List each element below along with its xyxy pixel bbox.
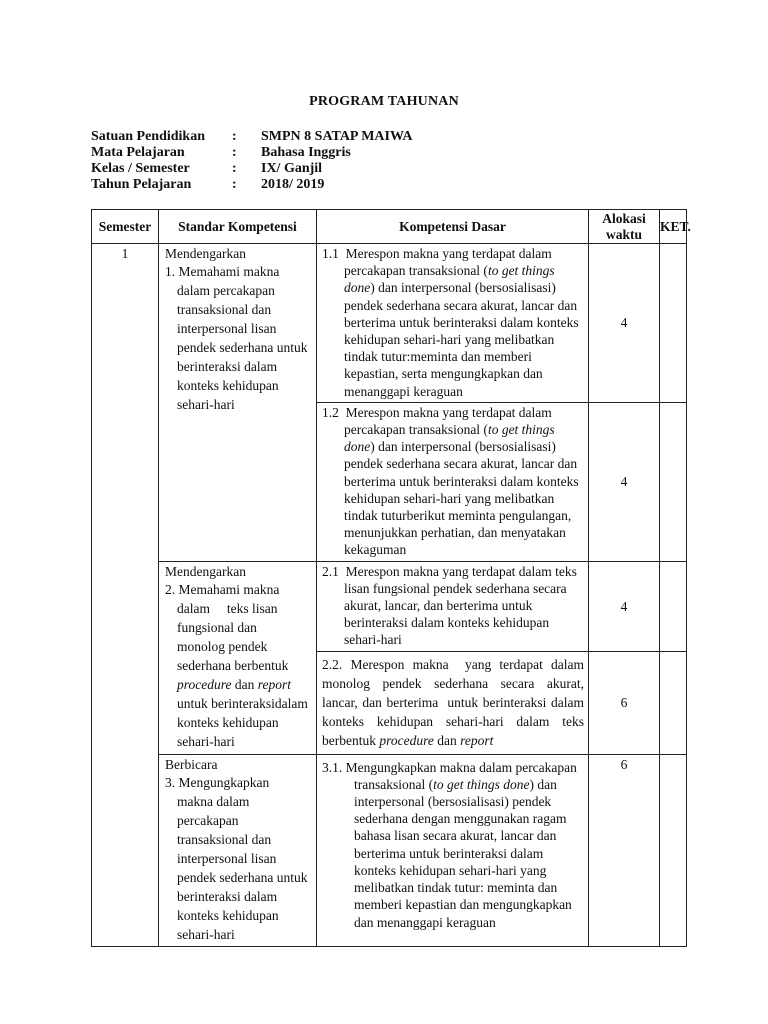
sk-line: sehari-hari bbox=[177, 397, 235, 413]
standar-kompetensi-1 bbox=[159, 244, 317, 562]
sk-heading: Mendengarkan bbox=[165, 246, 246, 261]
info-colon: : bbox=[232, 145, 237, 160]
kd-text-part: dan bbox=[433, 732, 461, 748]
program-table bbox=[91, 209, 691, 947]
kd-text-part: ) dan interpersonal (bersosialisasi) pendek sederhana secara akurat, lancar dan berterima untuk berinteraksi dalam konteks kehidupan sehari-hari yang melibatkan tindak tutur:meminta dan memberi kepastian, serta mengungkapkan dan menanggapi keraguan bbox=[344, 280, 579, 399]
alokasi-cell: 6 bbox=[589, 754, 660, 946]
header-alokasi-waktu bbox=[589, 210, 660, 244]
kd-text-part: Mengungkapkan makna dalam percakapan transaksional ( bbox=[345, 759, 577, 792]
standar-kompetensi-3 bbox=[159, 754, 317, 946]
kompetensi-dasar-2-1 bbox=[317, 561, 589, 651]
info-colon: : bbox=[232, 177, 237, 192]
info-value: 2018/ 2019 bbox=[261, 177, 325, 192]
sk-line: untuk berinteraksidalam bbox=[177, 695, 308, 711]
ket-cell bbox=[660, 651, 687, 754]
sk-line: fungsional dan bbox=[177, 619, 257, 635]
sk-line: dalam teks lisan bbox=[177, 600, 278, 616]
kd-number: 1.2 bbox=[322, 404, 339, 420]
semester-cell: 1 bbox=[92, 244, 159, 947]
ket-cell bbox=[660, 402, 687, 561]
sk-line bbox=[177, 675, 312, 694]
info-value: IX/ Ganjil bbox=[261, 161, 323, 176]
sk-line: pendek sederhana untuk bbox=[177, 869, 308, 885]
sk-line: berinteraksi dalam bbox=[177, 359, 278, 375]
info-row-satuan bbox=[91, 129, 413, 145]
kd-text-part: Merespon makna yang terdapat dalam percakapan transaksional ( bbox=[344, 404, 552, 438]
sk-line: konteks kehidupan bbox=[177, 378, 279, 394]
kompetensi-dasar-3-1 bbox=[317, 754, 589, 946]
info-colon: : bbox=[232, 161, 237, 176]
sk-italic: report bbox=[257, 676, 291, 692]
kd-text-part: Merespon makna yang terdapat dalam monolog pendek sederhana secara akurat, lancar, dan berterima untuk berinteraksi dalam konteks kehidupan sehari-hari dalam teks berbentuk bbox=[322, 656, 588, 748]
table-header-row bbox=[92, 210, 687, 244]
kd-text bbox=[322, 245, 584, 400]
kd-italic: to get things done bbox=[344, 263, 555, 296]
sk-line: transaksional dan bbox=[177, 302, 272, 318]
sk-line: sehari-hari bbox=[177, 733, 235, 749]
sk-number-line: 2. Memahami makna bbox=[165, 581, 280, 597]
sk-body bbox=[165, 281, 312, 414]
sk-line: monolog pendek bbox=[177, 638, 268, 654]
kd-italic: report bbox=[460, 732, 494, 748]
table-row bbox=[92, 754, 687, 946]
kd-text-part: Merespon makna yang terdapat dalam teks lisan fungsional pendek sederhana secara akurat, lancar, dan berterima untuk berinteraksi dalam konteks kehidupan sehari-hari bbox=[344, 563, 577, 648]
sk-body bbox=[165, 599, 312, 751]
info-value: SMPN 8 SATAP MAIWA bbox=[261, 129, 413, 144]
sk-heading: Mendengarkan bbox=[165, 563, 246, 579]
sk-italic: procedure bbox=[177, 676, 232, 692]
sk-line: transaksional dan bbox=[177, 831, 272, 847]
info-value: Bahasa Inggris bbox=[261, 145, 351, 160]
kd-number: 2.1 bbox=[322, 563, 339, 579]
sk-line: pendek sederhana untuk bbox=[177, 340, 308, 356]
table-row bbox=[92, 244, 687, 403]
alokasi-cell: 4 bbox=[589, 402, 660, 561]
info-label: Tahun Pelajaran bbox=[91, 177, 192, 192]
table-row bbox=[92, 561, 687, 651]
kd-number: 2.2. bbox=[322, 656, 343, 672]
kd-text bbox=[322, 563, 584, 649]
kd-italic: to get things done bbox=[433, 776, 530, 792]
kd-italic: to get things done bbox=[344, 422, 555, 455]
header-alokasi-line2: waktu bbox=[605, 226, 642, 242]
info-label: Satuan Pendidikan bbox=[91, 129, 205, 144]
header-alokasi-line1: Alokasi bbox=[602, 210, 646, 226]
kd-text bbox=[322, 653, 588, 750]
sk-line: konteks kehidupan bbox=[177, 907, 279, 923]
kd-text bbox=[322, 756, 584, 931]
header-standar-kompetensi: Standar Kompetensi bbox=[159, 210, 317, 244]
ket-cell bbox=[660, 561, 687, 651]
sk-line: interpersonal lisan bbox=[177, 321, 277, 337]
info-label: Kelas / Semester bbox=[91, 161, 190, 176]
kompetensi-dasar-1-2 bbox=[317, 402, 589, 561]
ket-cell bbox=[660, 244, 687, 403]
info-colon: : bbox=[232, 129, 237, 144]
kd-number: 3.1. bbox=[322, 759, 343, 775]
sk-line: konteks kehidupan bbox=[177, 714, 279, 730]
info-row-tahun bbox=[91, 177, 413, 193]
alokasi-cell: 4 bbox=[589, 561, 660, 651]
kd-number: 1.1 bbox=[322, 246, 339, 261]
sk-number-line: 3. Mengungkapkan bbox=[165, 774, 270, 790]
kd-text-part: ) dan interpersonal (bersosialisasi) pendek sederhana dengan menggunakan ragam bahasa lisan secara akurat, lancar dan berterima untuk berinteraksi dalam konteks kehidupan sehari-hari yang melibatkan tindak tutur: meminta dan memberi kepastian dan mengungkapkan dan menanggapi keraguan bbox=[354, 776, 572, 930]
sk-line: sehari-hari bbox=[177, 926, 235, 942]
kompetensi-dasar-1-1 bbox=[317, 244, 589, 403]
sk-line: dalam percakapan bbox=[177, 283, 275, 299]
sk-line: percakapan bbox=[177, 812, 239, 828]
ket-cell bbox=[660, 754, 687, 946]
document-info bbox=[91, 129, 413, 193]
kompetensi-dasar-2-2 bbox=[317, 651, 589, 754]
info-row-kelas bbox=[91, 161, 413, 177]
sk-line: interpersonal lisan bbox=[177, 850, 277, 866]
kd-text bbox=[322, 404, 584, 559]
info-label: Mata Pelajaran bbox=[91, 145, 185, 160]
standar-kompetensi-2 bbox=[159, 561, 317, 754]
kd-text-part: ) dan interpersonal (bersosialisasi) pendek sederhana secara akurat, lancar dan berterima untuk berinteraksi dalam konteks kehidupan sehari-hari yang melibatkan tindak tuturberikut meminta pengulangan, menunjukkan perhatian, dan menyatakan kekaguman bbox=[344, 439, 579, 558]
document-title: PROGRAM TAHUNAN bbox=[309, 94, 459, 109]
kd-text-part: Merespon makna yang terdapat dalam percakapan transaksional ( bbox=[344, 246, 552, 279]
sk-number-line: 1. Memahami makna bbox=[165, 264, 280, 280]
kd-italic: procedure bbox=[379, 732, 434, 748]
info-row-mapel bbox=[91, 145, 413, 161]
sk-text-part: dan bbox=[231, 676, 258, 692]
sk-line: makna dalam bbox=[177, 793, 250, 809]
sk-heading: Berbicara bbox=[165, 756, 218, 772]
alokasi-cell: 6 bbox=[589, 651, 660, 754]
header-semester: Semester bbox=[92, 210, 159, 244]
header-kompetensi-dasar: Kompetensi Dasar bbox=[317, 210, 589, 244]
sk-line: sederhana berbentuk bbox=[177, 657, 289, 673]
sk-body bbox=[165, 792, 312, 944]
header-ket: KET. bbox=[660, 210, 687, 244]
alokasi-cell: 4 bbox=[589, 244, 660, 403]
sk-line: berinteraksi dalam bbox=[177, 888, 278, 904]
